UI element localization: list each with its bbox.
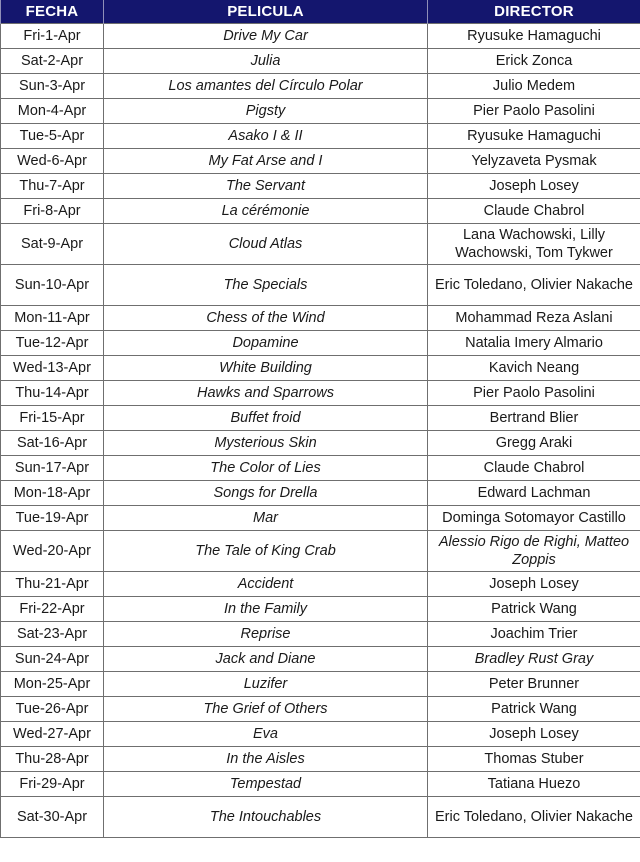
table-row — [1, 74, 640, 99]
table-row — [1, 456, 640, 481]
table-row — [1, 597, 640, 622]
table-row — [1, 531, 640, 572]
cell-date: Sat-16-Apr — [1, 431, 104, 456]
cell-film: White Building — [104, 356, 428, 381]
cell-film: Julia — [104, 49, 428, 74]
cell-date: Tue-12-Apr — [1, 331, 104, 356]
cell-date: Tue-19-Apr — [1, 506, 104, 531]
cell-date: Thu-14-Apr — [1, 381, 104, 406]
cell-director: Joseph Losey — [428, 174, 640, 199]
table-row — [1, 506, 640, 531]
table-row — [1, 772, 640, 797]
cell-director: Ryusuke Hamaguchi — [428, 124, 640, 149]
cell-film: La cérémonie — [104, 199, 428, 224]
cell-director: Patrick Wang — [428, 697, 640, 722]
cell-film: In the Aisles — [104, 747, 428, 772]
cell-date: Fri-1-Apr — [1, 24, 104, 49]
cell-film: The Intouchables — [104, 797, 428, 838]
cell-date: Fri-8-Apr — [1, 199, 104, 224]
table-row — [1, 24, 640, 49]
cell-director: Tatiana Huezo — [428, 772, 640, 797]
cell-date: Fri-29-Apr — [1, 772, 104, 797]
cell-film: Eva — [104, 722, 428, 747]
cell-director: Pier Paolo Pasolini — [428, 381, 640, 406]
cell-director: Edward Lachman — [428, 481, 640, 506]
cell-date: Fri-22-Apr — [1, 597, 104, 622]
cell-director: Joseph Losey — [428, 572, 640, 597]
cell-director: Claude Chabrol — [428, 199, 640, 224]
cell-film: Cloud Atlas — [104, 224, 428, 265]
cell-film: Luzifer — [104, 672, 428, 697]
cell-director: Kavich Neang — [428, 356, 640, 381]
header-film: PELICULA — [104, 0, 428, 24]
cell-director: Gregg Araki — [428, 431, 640, 456]
cell-director: Dominga Sotomayor Castillo — [428, 506, 640, 531]
cell-film: Buffet froid — [104, 406, 428, 431]
cell-date: Sun-3-Apr — [1, 74, 104, 99]
cell-director: Bradley Rust Gray — [428, 647, 640, 672]
table-row — [1, 431, 640, 456]
cell-director: Julio Medem — [428, 74, 640, 99]
cell-date: Mon-4-Apr — [1, 99, 104, 124]
table-row — [1, 572, 640, 597]
table-row — [1, 124, 640, 149]
cell-film: Hawks and Sparrows — [104, 381, 428, 406]
cell-director: Erick Zonca — [428, 49, 640, 74]
table-row — [1, 265, 640, 306]
table-row — [1, 406, 640, 431]
cell-film: Jack and Diane — [104, 647, 428, 672]
table-row — [1, 747, 640, 772]
cell-film: Mysterious Skin — [104, 431, 428, 456]
header-director: DIRECTOR — [428, 0, 640, 24]
cell-film: The Color of Lies — [104, 456, 428, 481]
cell-film: The Servant — [104, 174, 428, 199]
table-body — [1, 24, 640, 838]
table-row — [1, 356, 640, 381]
cell-director: Mohammad Reza Aslani — [428, 306, 640, 331]
table-row — [1, 149, 640, 174]
cell-date: Tue-26-Apr — [1, 697, 104, 722]
cell-film: Reprise — [104, 622, 428, 647]
cell-date: Sat-23-Apr — [1, 622, 104, 647]
cell-film: Los amantes del Círculo Polar — [104, 74, 428, 99]
cell-director: Natalia Imery Almario — [428, 331, 640, 356]
cell-date: Sat-9-Apr — [1, 224, 104, 265]
table-row — [1, 697, 640, 722]
cell-film: The Tale of King Crab — [104, 531, 428, 572]
cell-director: Lana Wachowski, Lilly Wachowski, Tom Tykwer — [428, 224, 640, 265]
cell-date: Sat-2-Apr — [1, 49, 104, 74]
table-row — [1, 647, 640, 672]
table-row — [1, 331, 640, 356]
cell-film: Tempestad — [104, 772, 428, 797]
cell-date: Sun-10-Apr — [1, 265, 104, 306]
cell-director: Joseph Losey — [428, 722, 640, 747]
cell-director: Yelyzaveta Pysmak — [428, 149, 640, 174]
cell-director: Patrick Wang — [428, 597, 640, 622]
cell-film: Asako I & II — [104, 124, 428, 149]
table-row — [1, 797, 640, 838]
cell-film: Chess of the Wind — [104, 306, 428, 331]
cell-film: In the Family — [104, 597, 428, 622]
cell-film: Pigsty — [104, 99, 428, 124]
table-row — [1, 381, 640, 406]
cell-film: Mar — [104, 506, 428, 531]
cell-director: Thomas Stuber — [428, 747, 640, 772]
header-date: FECHA — [1, 0, 104, 24]
cell-director: Pier Paolo Pasolini — [428, 99, 640, 124]
cell-director: Bertrand Blier — [428, 406, 640, 431]
cell-date: Thu-7-Apr — [1, 174, 104, 199]
cell-director: Eric Toledano, Olivier Nakache — [428, 797, 640, 838]
table-row — [1, 49, 640, 74]
table-row — [1, 224, 640, 265]
table-row — [1, 99, 640, 124]
cell-date: Sat-30-Apr — [1, 797, 104, 838]
cell-film: Dopamine — [104, 331, 428, 356]
table-header — [1, 0, 640, 24]
cell-date: Sun-17-Apr — [1, 456, 104, 481]
cell-director: Claude Chabrol — [428, 456, 640, 481]
cell-date: Wed-20-Apr — [1, 531, 104, 572]
cell-date: Mon-25-Apr — [1, 672, 104, 697]
table-row — [1, 722, 640, 747]
table-row — [1, 672, 640, 697]
cell-date: Wed-6-Apr — [1, 149, 104, 174]
cell-date: Thu-21-Apr — [1, 572, 104, 597]
cell-director: Ryusuke Hamaguchi — [428, 24, 640, 49]
cell-director: Peter Brunner — [428, 672, 640, 697]
cell-date: Mon-18-Apr — [1, 481, 104, 506]
table-row — [1, 306, 640, 331]
cell-date: Tue-5-Apr — [1, 124, 104, 149]
cell-date: Sun-24-Apr — [1, 647, 104, 672]
table-row — [1, 481, 640, 506]
cell-date: Mon-11-Apr — [1, 306, 104, 331]
cell-date: Fri-15-Apr — [1, 406, 104, 431]
header-row — [1, 0, 640, 24]
cell-film: My Fat Arse and I — [104, 149, 428, 174]
cell-film: Drive My Car — [104, 24, 428, 49]
cell-date: Wed-13-Apr — [1, 356, 104, 381]
table-row — [1, 174, 640, 199]
cell-film: The Grief of Others — [104, 697, 428, 722]
cell-director: Eric Toledano, Olivier Nakache — [428, 265, 640, 306]
cell-film: The Specials — [104, 265, 428, 306]
cell-director: Joachim Trier — [428, 622, 640, 647]
cell-director: Alessio Rigo de Righi, Matteo Zoppis — [428, 531, 640, 572]
cell-date: Wed-27-Apr — [1, 722, 104, 747]
table-row — [1, 622, 640, 647]
cell-date: Thu-28-Apr — [1, 747, 104, 772]
table-row — [1, 199, 640, 224]
cell-film: Accident — [104, 572, 428, 597]
cell-film: Songs for Drella — [104, 481, 428, 506]
